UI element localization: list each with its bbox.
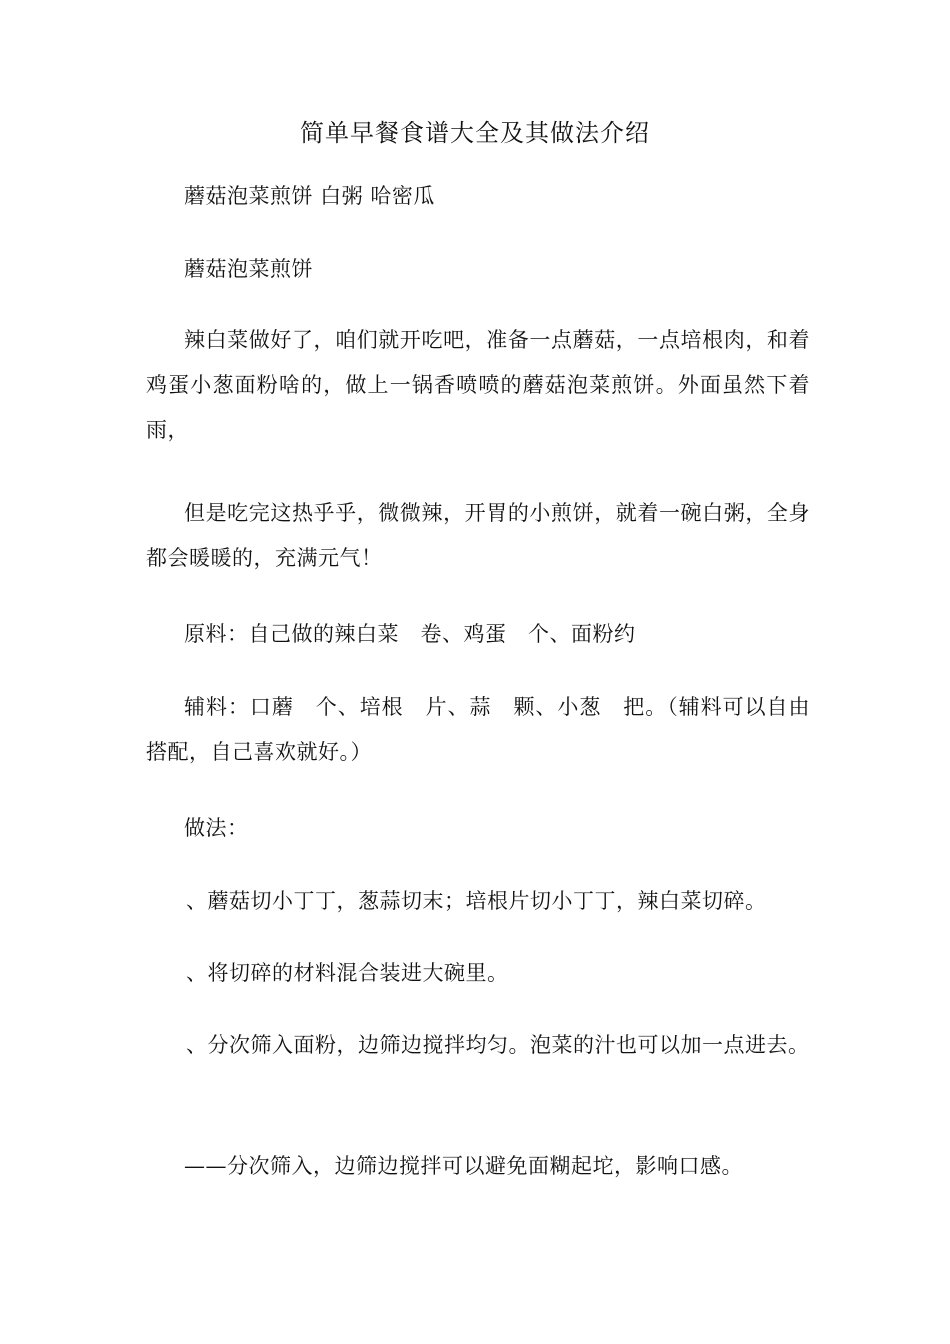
page-title: 简单早餐食谱大全及其做法介绍: [300, 119, 650, 147]
step-1: 、蘑菇切小丁丁，葱蒜切末；培根片切小丁丁，辣白菜切碎。: [186, 889, 767, 913]
auxiliary-ingredients-line: 辅料：口蘑 个、培根 片、蒜 颗、小葱 把。（辅料可以自由搭配，自己喜欢就好。）: [146, 695, 810, 764]
intro-paragraph-continued: 但是吃完这热乎乎，微微辣，开胃的小煎饼，就着一碗白粥，全身都会暖暖的，充满元气！: [146, 501, 810, 570]
step-3: 、分次筛入面粉，边筛边搅拌均匀。泡菜的汁也可以加一点进去。: [186, 1033, 810, 1057]
step-2: 、将切碎的材料混合装进大碗里。: [186, 961, 509, 985]
dish-heading: 蘑菇泡菜煎饼: [184, 257, 313, 281]
method-heading: 做法：: [184, 816, 249, 840]
step-note: ——分次筛入，边筛边搅拌可以避免面糊起坨，影响口感。: [184, 1154, 743, 1178]
intro-paragraph: 辣白菜做好了，咱们就开吃吧，准备一点蘑菇，一点培根肉，和着鸡蛋小葱面粉啥的，做上一锅香喷喷的蘑菇泡菜煎饼。外面虽然下着雨，: [146, 328, 810, 442]
ingredients-line: 原料：自己做的辣白菜 卷、鸡蛋 个、面粉约: [184, 622, 636, 646]
menu-line: 蘑菇泡菜煎饼 白粥 哈密瓜: [184, 184, 435, 208]
